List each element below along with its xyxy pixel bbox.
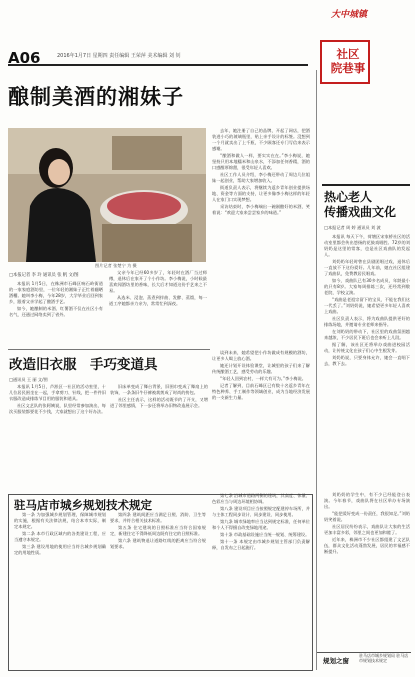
paragraph: 本报讯 1月5日，芦淞区一社区的活动室里，十几位居民围坐在一起，手拿剪刀、针线，把一件件旧衣服改造成排练节目用的服装和道具。 xyxy=(9,384,106,401)
section-title-line1: 社区 xyxy=(336,47,360,61)
paragraph: 谈到未来，她希望把小作坊做成有规模的酒坊，让更多人喝上放心酒。 xyxy=(212,350,310,361)
paragraph: 社区工作人员介绍，李小梅还带动了周边几位姐妹一起创业，帮助大家增加收入。 xyxy=(212,172,310,183)
paragraph: 第八条 建设项目应当按照规定配建停车场所，并与主体工程同步设计、同步建设、同步使用。 xyxy=(212,506,310,517)
right-article-body xyxy=(324,234,410,484)
section-divider xyxy=(8,349,210,350)
paragraph: 去年，她注册了自己的品牌，开起了网店，把酒装进小巧的玻璃瓶里，贴上亲手设计的标签。没想到一个月就卖出了上千瓶，不少顾客还专门写信来表示感谢。 xyxy=(212,128,310,151)
right-headline-line1: 热心老人 xyxy=(324,190,373,204)
paragraph: 本报讯 每天下午，荷塘区宋家桥社区的活动室里都会传出悠扬的花鼓戏唱腔。72岁的刘奶奶是这里的常客，也是社区戏曲队的发起人。 xyxy=(324,234,410,257)
paragraph: 近年来，株洲市不少社区都组建了文艺队伍，群众文化活动蓬勃发展，居民的幸福感不断提升。 xyxy=(324,537,410,554)
right-article-continued xyxy=(324,492,410,642)
notice-column-1 xyxy=(14,512,106,652)
article-column-1 xyxy=(9,281,103,345)
main-headline: 酿制美酒的湘妹子 xyxy=(8,85,184,109)
paragraph: “能把爱好变成一份责任，我很知足。”刘奶奶笑着说。 xyxy=(324,511,410,522)
paragraph: 社区居民纷纷表示，戏曲队让大家的生活更加丰富多彩，邻里之间也更加和睦了。 xyxy=(324,524,410,535)
footer-text: 驻马店市城乡规划局 驻马店市规划技术规定 xyxy=(359,653,409,663)
paragraph: 本报讯 1月5日，在株洲市石峰区响石岭街道的一家家庭酒坊里，一位年轻的湘妹子正忙着翻晒酒糟。她叫李小梅，今年28岁，大学毕业后回到家乡，跟着父亲学起了酿酒手艺。 xyxy=(9,281,103,304)
notice-column-2 xyxy=(110,512,206,652)
paragraph: 第四条 建筑间距应当满足日照、消防、卫生等要求，并符合相关技术标准。 xyxy=(110,512,206,523)
paragraph: 刘奶奶年轻时曾在县剧团唱过戏，退休后一直放不下这份爱好。几年前，她在社区组建了戏曲队，免费教居民唱戏。 xyxy=(324,259,410,276)
article2-column-1 xyxy=(9,384,106,484)
article-byline: □本报记者 李 玲 通讯员 张 帆 文/图 xyxy=(9,273,79,278)
right-headline-line2: 传播戏曲文化 xyxy=(324,205,397,219)
article-column-3 xyxy=(212,128,310,348)
paragraph: 如今，戏曲队已有30多名成员，年龄最小的只有8岁。大家每周排练三次，还经常到敬老院、学校义演。 xyxy=(324,278,410,295)
date-line: 2016年1月7日 星期四 责任编辑 王荣萍 美术编辑 刘 钊 xyxy=(57,53,181,59)
masthead-brand: 大中城镇 xyxy=(331,10,368,20)
paragraph: 据了解，该社区还将举办戏曲进校园活动，让传统文化在孩子们心中生根发芽。 xyxy=(324,342,410,353)
notice-column-3 xyxy=(212,493,310,668)
paragraph: 第一条 为加强城乡规划管理，保障城市规划的实施，根据有关法律法规，结合本市实际，制定本规定。 xyxy=(14,512,106,529)
paragraph: 从选米、浸泡、蒸煮到拌曲、发酵、蒸馏，每一道工序她都亲力亲为，常常忙到深夜。 xyxy=(109,295,207,306)
section-title xyxy=(326,47,370,75)
right-byline: □本报记者 周 婷 通讯员 刘 波 xyxy=(324,225,381,230)
page-number: A06 xyxy=(8,49,41,67)
paragraph: 第七条 沿城市道路两侧的建筑，其高度、体量、色彩应当与周边环境相协调。 xyxy=(212,493,310,504)
paragraph: “戏曲是老祖宗留下的宝贝，不能在我们这一代丢了。”刘奶奶说，她希望更多年轻人喜欢上戏曲。 xyxy=(324,297,410,314)
paragraph: 她还计划开设体验课堂，让城里的孩子们来了解传统酿酒工艺，感受劳动的乐趣。 xyxy=(212,363,310,374)
paragraph: 刘奶奶说，只要身体允许，她会一直唱下去，教下去。 xyxy=(324,355,410,366)
header-rule xyxy=(8,64,308,66)
paragraph: 采访结束时，李小梅端出一碗刚酿好的米酒，笑着说：“欢迎大家来尝尝家乡的味道。” xyxy=(212,204,310,215)
paragraph: 第十一条 本规定由市城乡规划主管部门负责解释，自发布之日起施行。 xyxy=(212,539,310,550)
paragraph: “年轻人回到农村，一样大有可为。”李小梅说。 xyxy=(220,376,306,381)
paragraph: 刘奶奶的学生中，有不少已经能登台表演。今年春节，戏曲队将在社区举办专场演出。 xyxy=(324,492,410,509)
notice-headline: 驻马店市城乡规划技术规定 xyxy=(14,498,152,512)
paragraph: 如今，她酿制的米酒、红薯酒不仅在社区小有名气，还通过网络卖到了省外。 xyxy=(9,306,103,317)
article2-column-2 xyxy=(110,384,208,484)
paragraph: 第三条 建设用地的使用应当符合城乡规划确定的用地性质。 xyxy=(14,544,106,555)
paragraph: 旧床单变成了舞台背景，旧围巾变成了舞扇上的装饰，一条条旧牛仔裤被裁剪成了时尚的挎包。 xyxy=(110,384,208,395)
article2-headline: 改造旧衣服 手巧变道具 xyxy=(9,357,158,373)
photo-table xyxy=(102,224,192,262)
paragraph: 父亲今年已经60多岁了，年轻时在酒厂当过师傅，退休后在家开了个小作坊。李小梅说，小时候最喜欢闻酒坊里的香味，长大后才知道这份手艺来之不易。 xyxy=(109,270,207,293)
paragraph: 记者了解到，目前石峰区已有数十名返乡青年在特色种养、手工制作等领域创业，成为当地经济发展的一支新生力量。 xyxy=(212,383,310,400)
right-top-rule xyxy=(322,184,410,186)
photo-rice-mash xyxy=(107,192,181,220)
paragraph: 社区主任表示，这样的活动既节约了开支，又增进了邻里感情，下一步还将举办旧物改造展示会。 xyxy=(110,397,208,408)
column-divider xyxy=(316,70,317,670)
paragraph: 街道负责人表示，将继续为返乡青年创业提供场地、资金等方面的支持，让更多像李小梅这样的年轻人在家门口实现梦想。 xyxy=(212,185,310,202)
article-column-4 xyxy=(212,350,310,490)
footer-label: 规划之窗 xyxy=(323,657,349,665)
right-headline xyxy=(324,190,414,220)
section-title-line2: 院巷事 xyxy=(330,61,366,75)
article2-byline: □通讯员 王 丽 文/图 xyxy=(9,377,48,382)
paragraph: 第六条 建筑物退让道路红线的距离应当符合规划要求。 xyxy=(110,538,206,549)
paragraph: 第九条 城市绿地率应当达到规定标准，任何单位和个人不得擅自改变绿地用途。 xyxy=(212,519,310,530)
paragraph: 在刘奶奶的带动下，社区里的戏曲氛围越来越浓，不少居民下班后也会来听上几段。 xyxy=(324,329,410,340)
photo-person-face xyxy=(48,159,70,185)
paragraph: 社区文艺队的张阿姨说，队里经常参加演出，每次买服装都要花不少钱，大家就想出了这个好办法。 xyxy=(9,403,106,414)
article-photo xyxy=(8,128,206,262)
photo-caption: 图片记者 张楚宁 为 摄 xyxy=(95,263,137,268)
paragraph: “酿酒和做人一样，要实实在在。”李小梅说，她坚持只用本地糯米和山泉水，不添加任何香精，酒的口感醇厚绵甜，很受年轻人喜欢。 xyxy=(212,153,310,170)
paragraph: 第二条 本市行政区域内的各类建设工程，应当遵守本规定。 xyxy=(14,531,106,542)
article-column-2 xyxy=(109,270,207,346)
paragraph: 第五条 住宅建筑的日照标准应当符合国家规定，新建住宅不得降低周边既有住宅的日照标准。 xyxy=(110,525,206,536)
photo-shelf xyxy=(112,136,182,170)
paragraph: 第十条 市政基础设施应当统一规划、统筹建设。 xyxy=(220,532,310,537)
paragraph: 社区负责人表示，将为戏曲队提供更好的排练场地，并邀请专业老师来指导。 xyxy=(324,316,410,327)
